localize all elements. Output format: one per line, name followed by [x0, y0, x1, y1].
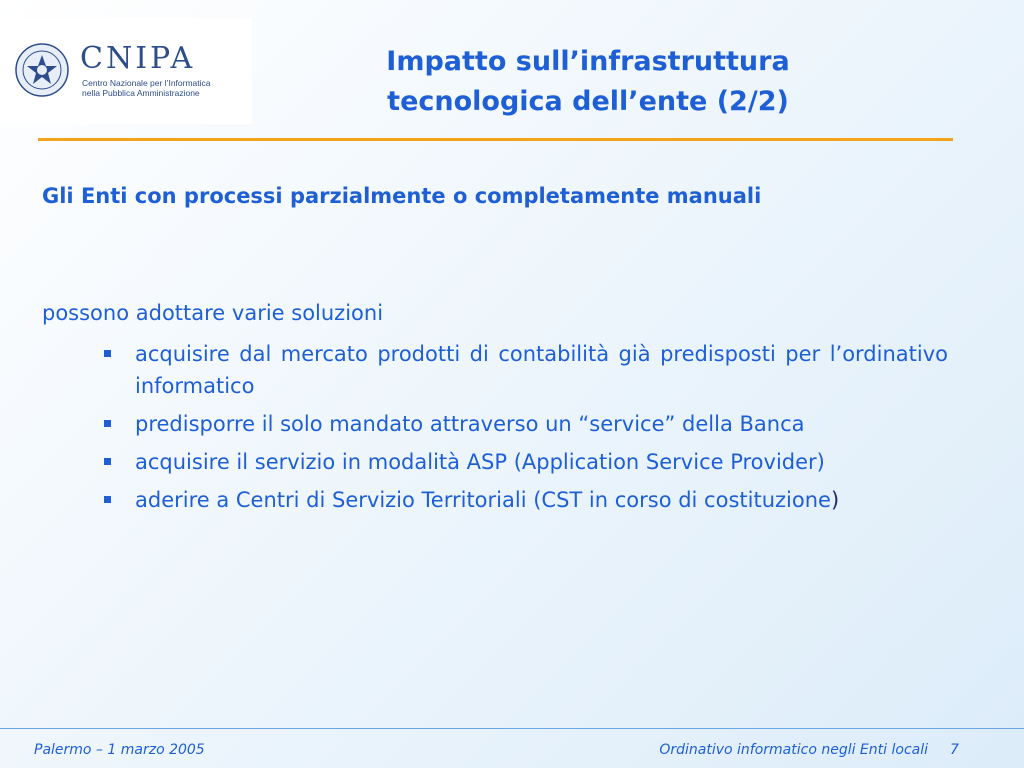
- page-number: 7: [950, 742, 959, 758]
- footer-presentation-title: Ordinativo informatico negli Enti locali: [659, 742, 928, 758]
- bullet-text: aderire a Centri di Servizio Territoriali (CST in corso di costituzione: [135, 488, 831, 512]
- bullet-item: [102, 408, 948, 440]
- title-line1: Impatto sull’infrastruttura: [386, 46, 790, 77]
- logo-wordmark: CNIPA: [80, 41, 196, 76]
- intro-text: possono adottare varie soluzioni: [42, 301, 384, 325]
- bullet-text: predisporre il solo mandato attraverso un “service” della Banca: [135, 412, 805, 436]
- cnipa-logo: [0, 18, 252, 124]
- logo-subtitle-line1: Centro Nazionale per l’Informatica: [82, 78, 211, 88]
- bullet-item: [102, 446, 948, 478]
- footer-location-date: Palermo – 1 marzo 2005: [34, 742, 205, 758]
- bullet-text: acquisire dal mercato prodotti di contabilità già predisposti per l’ordinativo informatico: [135, 342, 948, 398]
- bullet-item: [102, 484, 948, 516]
- footer-divider: [0, 728, 1024, 729]
- bullet-list: [102, 338, 948, 522]
- square-bullet-icon: [104, 496, 111, 503]
- square-bullet-icon: [104, 458, 111, 465]
- closing-paren: ): [830, 488, 840, 512]
- bullet-text: acquisire il servizio in modalità ASP (Application Service Provider): [135, 450, 825, 474]
- bullet-item: [102, 338, 948, 402]
- title-divider: [38, 138, 953, 141]
- logo-subtitle-line2: nella Pubblica Amministrazione: [82, 88, 200, 98]
- logo-subtitle: [82, 78, 211, 98]
- title-line2: tecnologica dell’ente (2/2): [387, 86, 789, 117]
- square-bullet-icon: [104, 420, 111, 427]
- emblem-icon: [14, 42, 70, 98]
- slide-title: [262, 42, 914, 122]
- subheading: Gli Enti con processi parzialmente o completamente manuali: [42, 184, 762, 208]
- square-bullet-icon: [104, 350, 111, 357]
